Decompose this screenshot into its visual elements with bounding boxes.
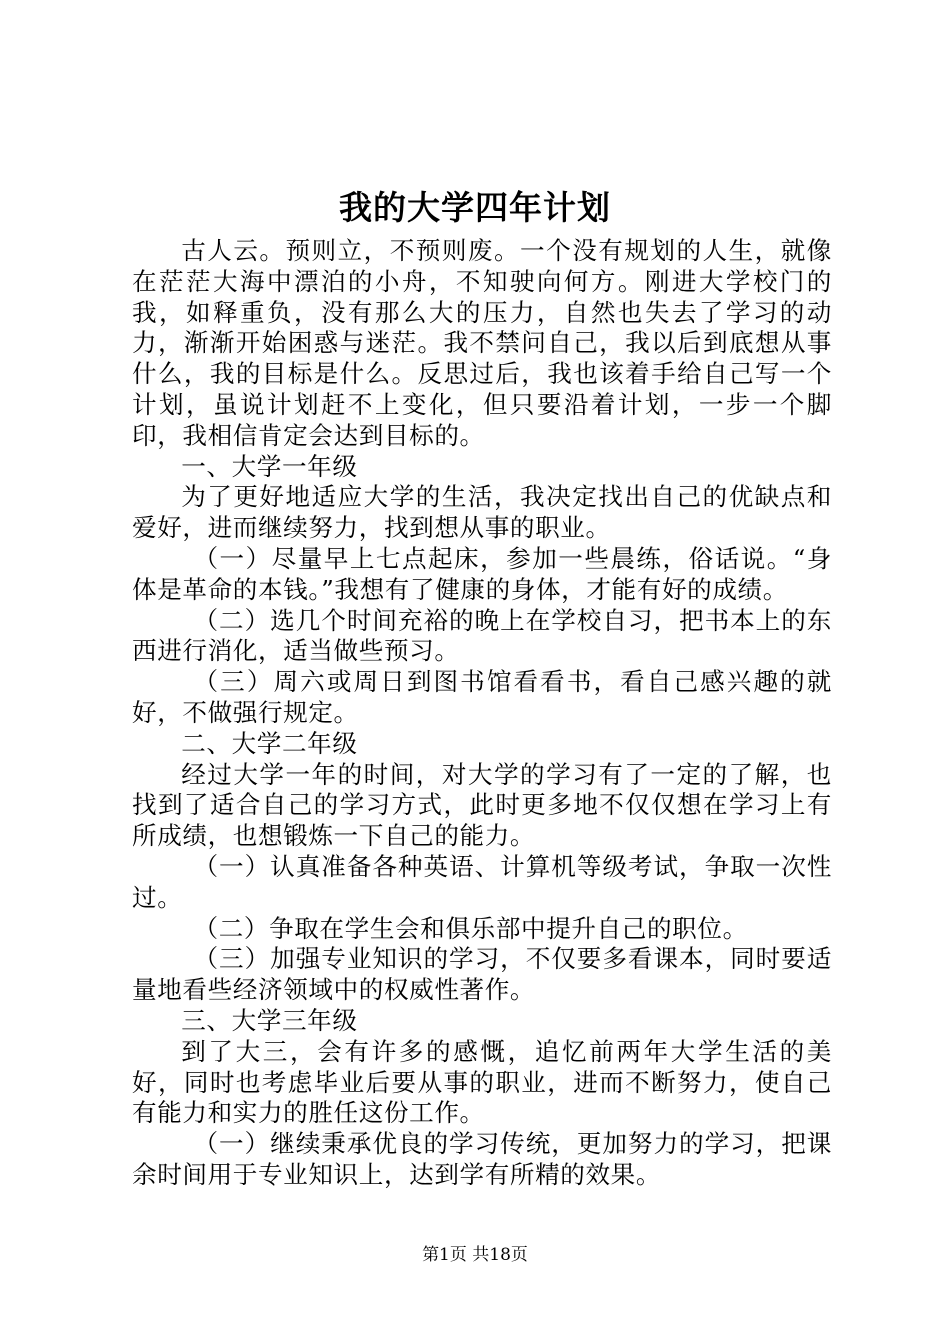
- document-title: 我的大学四年计划: [339, 188, 611, 227]
- list-item-year-1-2: （二）选几个时间充裕的晚上在学校自习，把书本上的东西进行消化，适当做些预习。: [132, 605, 832, 666]
- paragraph-year-3: 到了大三，会有许多的感慨，追忆前两年大学生活的美好，同时也考虑毕业后要从事的职业，进而不断努力，使自己有能力和实力的胜任这份工作。: [132, 1036, 832, 1128]
- list-item-year-1-3: （三）周六或周日到图书馆看看书，看自己感兴趣的就好，不做强行规定。: [132, 667, 832, 727]
- section-heading-year-1: 一、大学一年级: [181, 451, 358, 481]
- page-number-footer: 第1页 共18页: [422, 1245, 528, 1265]
- section-heading-year-2: 二、大学二年级: [181, 728, 358, 758]
- section-heading-year-3: 三、大学三年级: [181, 1005, 358, 1035]
- list-item-year-1-1: （一）尽量早上七点起床，参加一些晨练，俗话说。“身体是革命的本钱。”我想有了健康的身体，才能有好的成绩。: [132, 543, 832, 604]
- intro-paragraph: 古人云。预则立，不预则废。一个没有规划的人生，就像在茫茫大海中漂泊的小舟，不知驶向何方。刚进大学校门的我，如释重负，没有那么大的压力，自然也失去了学习的动力，渐渐开始困惑与迷茫。我不禁问自己，我以后到底想从事什么，我的目标是什么。反思过后，我也该着手给自己写一个计划，虽说计划赶不上变化，但只要沿着计划，一步一个脚印，我相信肯定会达到目标的。: [132, 236, 832, 450]
- list-item-year-2-3: （三）加强专业知识的学习，不仅要多看课本，同时要适量地看些经济领域中的权威性著作。: [132, 944, 832, 1005]
- document-body: [132, 236, 832, 1191]
- list-item-year-3-1: （一）继续秉承优良的学习传统，更加努力的学习，把课余时间用于专业知识上，达到学有所精的效果。: [132, 1129, 832, 1189]
- list-item-year-2-2: （二）争取在学生会和俱乐部中提升自己的职位。: [193, 913, 748, 943]
- paragraph-year-2: 经过大学一年的时间，对大学的学习有了一定的了解，也找到了适合自己的学习方式，此时更多地不仅仅想在学习上有所成绩，也想锻炼一下自己的能力。: [132, 759, 832, 851]
- list-item-year-2-1: （一）认真准备各种英语、计算机等级考试，争取一次性过。: [132, 851, 832, 912]
- paragraph-year-1: 为了更好地适应大学的生活，我决定找出自己的优缺点和爱好，进而继续努力，找到想从事的职业。: [132, 482, 832, 543]
